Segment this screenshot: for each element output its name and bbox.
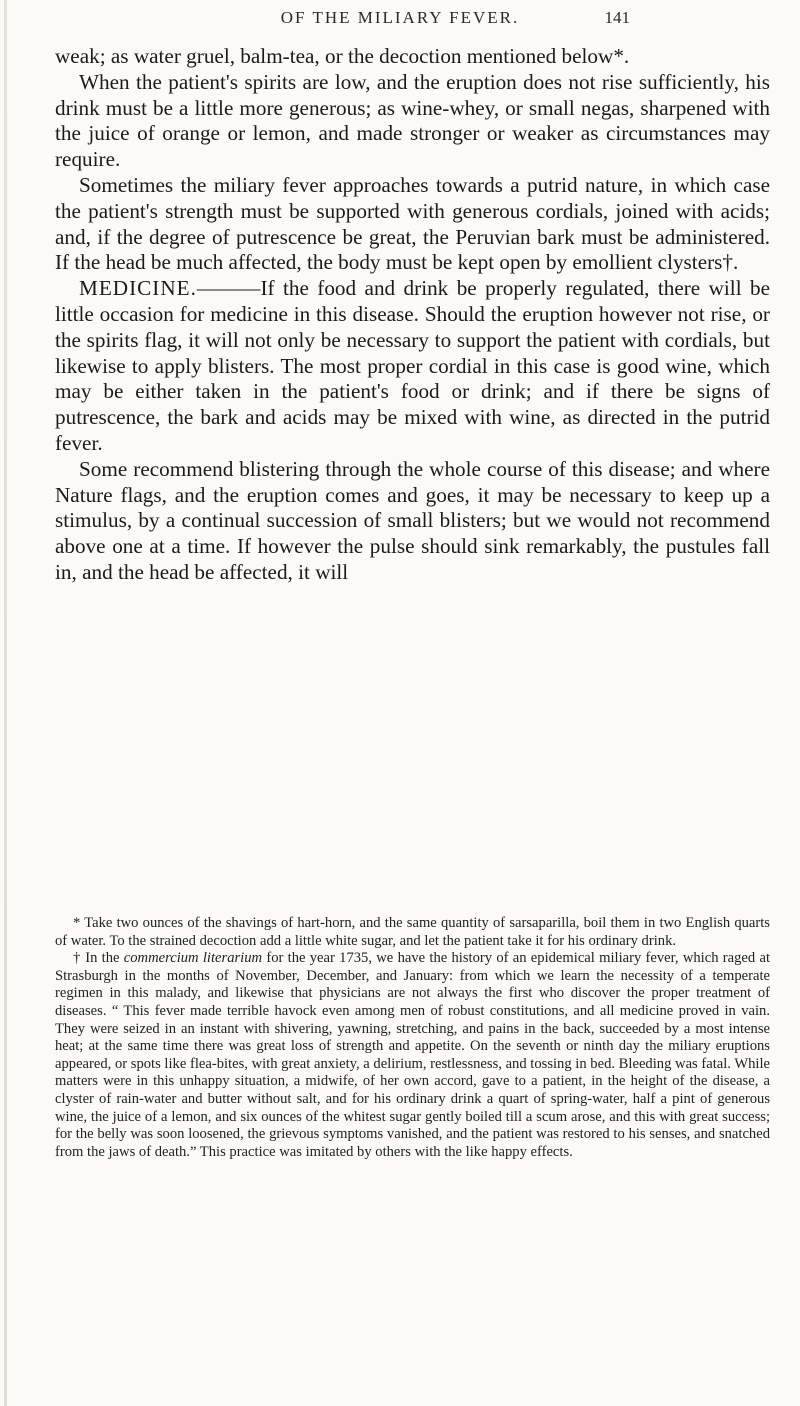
footnote-2-title: commercium literarium bbox=[123, 950, 263, 967]
footnote-2-lead: † In the bbox=[73, 950, 124, 967]
paragraph-1: weak; as water gruel, balm-tea, or the decoction mentioned below*. bbox=[55, 44, 630, 68]
paragraph-3: Sometimes the miliary fever approaches towards a putrid nature, in which case the patient's strength must be supported with generous cordials, joined with acids; and, if the degree of putrescence be great, the Peruvian bark must be administered. If the head be much affected, the body must be kept open by emollient clysters†. bbox=[55, 172, 770, 275]
paragraph-4-text: If the food and drink be properly regulated, there will be little occasion for medicine in this disease. Should the eruption however not rise, or the spirits flag, it will not only be necessary to support the patient with cordials, but likewise to apply blisters. The most proper cordial in this case is good wine, which may be either taken in the patient's food or drink; and if there be signs of putrescence, the bark and acids may be mixed with wine, as directed in the putrid fever. bbox=[55, 276, 770, 455]
paragraph-2: When the patient's spirits are low, and the eruption does not rise sufficiently, his drink must be a little more generous; as wine-whey, or small negas, sharpened with the juice of orange or lemon, and made stronger or weaker as circumstances may require. bbox=[55, 69, 770, 172]
footnote-2-text: for the year 1735, we have the history of an epidemical miliary fever, which raged at Strasburgh in the months of November, December, and January: from which we learn the necessity of a temperate regimen in this malady, and likewise that physicians are not always the first who discover the proper treatment of diseases. “ This fever made terrible havock even among men of robust constitutions, and all medicine proved in vain. They were seized in an instant with shivering, yawning, stretching, and pains in the back, succeeded by a most intense heat; at the same time there was great loss of strength and appetite. On the seventh or ninth day the miliary eruptions appeared, or spots like flea-bites, with great anxiety, a delirium, restlessness, and tossing in bed. Bleeding was fatal. While matters were in this unhappy situation, a midwife, of her own accord, gave to a patient, in the height of the disease, a clyster of rain-water and butter without salt, and for his ordinary drink a quart of spring-water, half a pint of generous wine, the juice of a lemon, and six ounces of the whitest sugar gently boiled till a scum arose, and this with great success; for the belly was soon loosened, the grievous symptoms vanished, and the patient was restored to his senses, and snatched from the jaws of death.” This practice was imitated by others with the like happy effects. bbox=[55, 950, 771, 1160]
footnotes bbox=[55, 915, 770, 1161]
running-header bbox=[0, 8, 800, 36]
page-edge bbox=[4, 0, 7, 1406]
page-number: 141 bbox=[604, 8, 630, 27]
paragraph-medicine bbox=[55, 276, 770, 457]
running-title: OF THE MILIARY FEVER. bbox=[280, 8, 520, 27]
footnote-1: * Take two ounces of the shavings of hart-horn, and the same quantity of sarsaparilla, boil them in two English quarts of water. To the strained decoction add a little white sugar, and let the patient take it for his ordinary drink. bbox=[55, 915, 770, 949]
footnote-2 bbox=[55, 950, 770, 1161]
paragraph-5: Some recommend blistering through the whole course of this disease; and where Nature flags, and the eruption comes and goes, it may be necessary to keep up a stimulus, by a continual succession of small blisters; but we would not recommend above one at a time. If however the pulse should sink remarkably, the pustules fall in, and the head be affected, it will bbox=[55, 456, 770, 584]
heading-dash: ——— bbox=[196, 276, 261, 301]
section-heading-medicine: MEDICINE. bbox=[79, 276, 197, 301]
main-text bbox=[55, 44, 770, 586]
